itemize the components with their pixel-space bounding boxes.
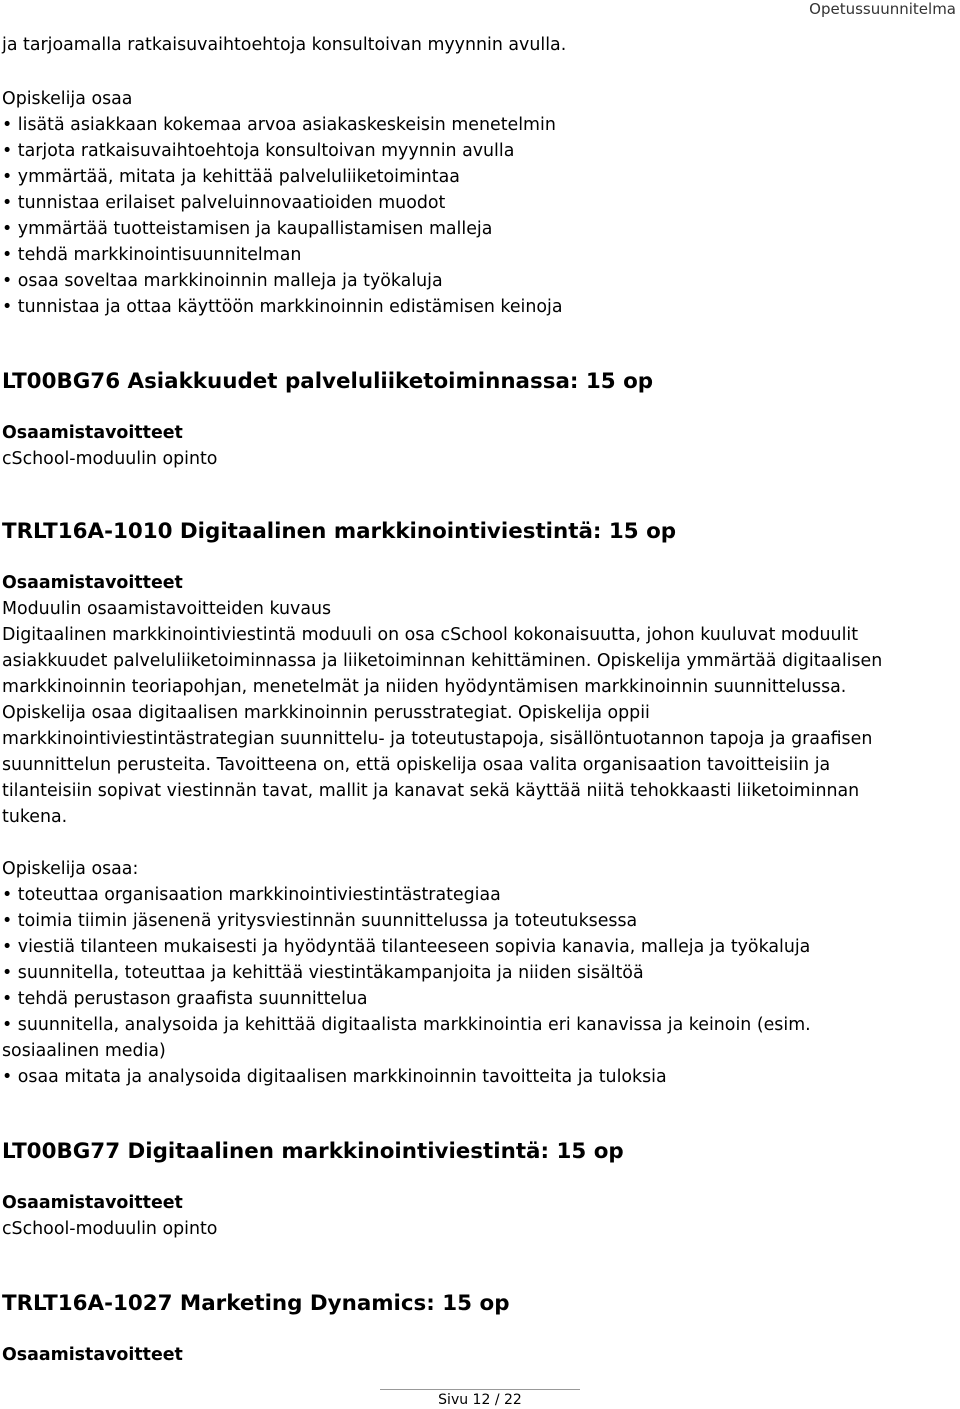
description-line: asiakkuudet palveluliiketoiminnassa ja liiketoiminnan kehittäminen. Opiskelija ymmärtää digitaalisen — [2, 651, 883, 671]
description-line: Digitaalinen markkinointiviestintä moduuli on osa cSchool kokonaisuutta, johon kuuluvat moduulit — [2, 625, 859, 645]
page-number: Sivu 12 / 22 — [438, 1392, 522, 1408]
course-title: LT00BG77 Digitaalinen markkinointiviestintä: 15 op — [2, 1139, 624, 1164]
list-item: • tunnistaa ja ottaa käyttöön markkinoinnin edistämisen keinoja — [2, 297, 563, 317]
section0-lead: Opiskelija osaa — [2, 89, 133, 109]
description-line: markkinoinnin teoriapohjan, menetelmät ja niiden hyödyntämisen markkinoinnin suunnittelussa. — [2, 677, 847, 697]
list-item: • toimia tiimin jäsenenä yritysviestinnän suunnittelussa ja toteutuksessa — [2, 911, 638, 931]
course-subheading: Osaamistavoitteet — [2, 1193, 183, 1213]
list-item: • suunnitella, toteuttaa ja kehittää viestintäkampanjoita ja niiden sisältöä — [2, 963, 644, 983]
course-text: cSchool-moduulin opinto — [2, 449, 218, 469]
list-item: • tehdä perustason graafista suunnittelua — [2, 989, 368, 1009]
course2-lead: Opiskelija osaa: — [2, 859, 139, 879]
list-item: • viestiä tilanteen mukaisesti ja hyödyntää tilanteeseen sopivia kanavia, malleja ja työkaluja — [2, 937, 811, 957]
footer-divider — [380, 1389, 580, 1390]
course-description — [2, 622, 942, 830]
list-item: • lisätä asiakkaan kokemaa arvoa asiakaskeskeisin menetelmin — [2, 115, 556, 135]
intro-line: ja tarjoamalla ratkaisuvaihtoehtoja konsultoivan myynnin avulla. — [2, 35, 567, 55]
list-item: • ymmärtää, mitata ja kehittää palveluliiketoimintaa — [2, 167, 460, 187]
description-line: suunnittelun perusteita. Tavoitteena on, että opiskelija osaa valita organisaation tavoitteisiin ja — [2, 755, 831, 775]
course-subheading: Osaamistavoitteet — [2, 573, 183, 593]
page-content — [2, 33, 942, 1368]
course-subheading: Osaamistavoitteet — [2, 1345, 183, 1365]
course-title: LT00BG76 Asiakkuudet palveluliiketoiminnassa: 15 op — [2, 369, 654, 394]
section0-bullet-list — [2, 112, 942, 320]
description-line: markkinointiviestintästrategian suunnittelu- ja toteutustapoja, sisällöntuotannon tapoja ja graafisen — [2, 729, 873, 749]
course-text: cSchool-moduulin opinto — [2, 1219, 218, 1239]
list-item: • tarjota ratkaisuvaihtoehtoja konsultoivan myynnin avulla — [2, 141, 515, 161]
description-line: tilanteisiin sopivat viestinnän tavat, mallit ja kanavat sekä käyttää niitä tehokkaasti liiketoiminnan — [2, 781, 860, 801]
list-item: • tunnistaa erilaiset palveluinnovaatioiden muodot — [2, 193, 446, 213]
description-line: tukena. — [2, 807, 68, 827]
running-header: Opetussuunnitelma — [809, 0, 956, 18]
list-item: • toteuttaa organisaation markkinointiviestintästrategiaa — [2, 885, 501, 905]
list-item: • ymmärtää tuotteistamisen ja kaupallistamisen malleja — [2, 219, 493, 239]
course-description-label: Moduulin osaamistavoitteiden kuvaus — [2, 599, 332, 619]
list-item: • suunnitella, analysoida ja kehittää digitaalista markkinointia eri kanavissa ja keinoin (esim. — [2, 1015, 811, 1035]
course2-bullet-list — [2, 882, 942, 1090]
course-title: TRLT16A-1027 Marketing Dynamics: 15 op — [2, 1291, 510, 1316]
course-title: TRLT16A-1010 Digitaalinen markkinointiviestintä: 15 op — [2, 519, 677, 544]
list-item: sosiaalinen media) — [2, 1041, 166, 1061]
list-item: • osaa mitata ja analysoida digitaalisen markkinoinnin tavoitteita ja tuloksia — [2, 1067, 667, 1087]
list-item: • osaa soveltaa markkinoinnin malleja ja työkaluja — [2, 271, 443, 291]
course-subheading: Osaamistavoitteet — [2, 423, 183, 443]
description-line: Opiskelija osaa digitaalisen markkinoinnin perusstrategiat. Opiskelija oppii — [2, 703, 650, 723]
list-item: • tehdä markkinointisuunnitelman — [2, 245, 302, 265]
